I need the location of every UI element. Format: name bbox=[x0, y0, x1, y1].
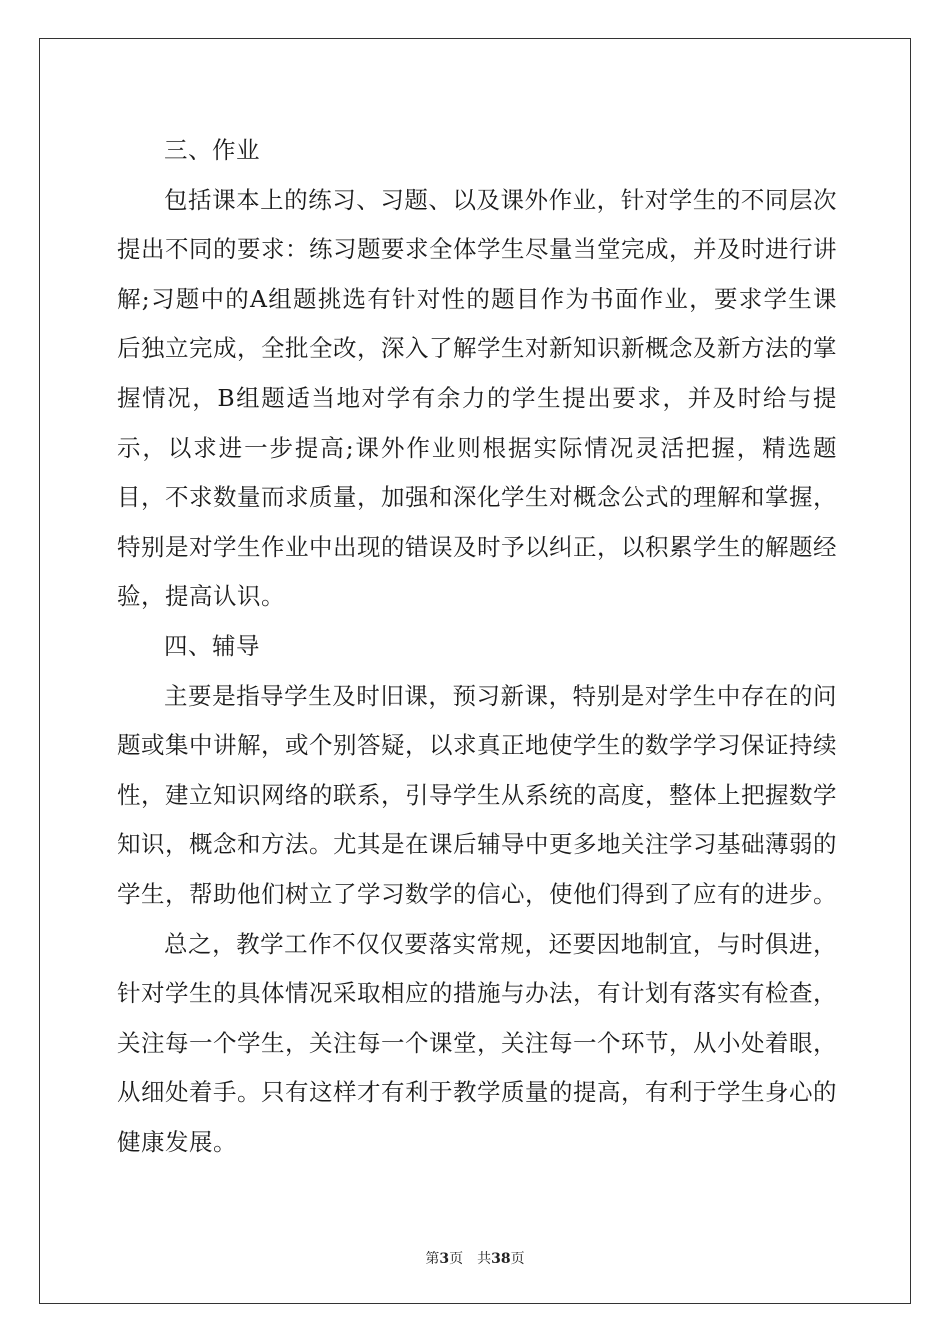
footer-page-number: 3 bbox=[439, 1251, 450, 1267]
footer-total-prefix: 共 bbox=[477, 1251, 492, 1267]
paragraph-homework: 包括课本上的练习、习题、以及课外作业，针对学生的不同层次提出不同的要求：练习题要求全体学生尽量当堂完成，并及时进行讲解;习题中的A组题挑选有针对性的题目作为书面作业，要求学生课后独立完成，全批全改，深入了解学生对新知识新概念及新方法的掌握情况，B组题适当地对学有余力的学生提出要求，并及时给与提示，以求进一步提高;课外作业则根据实际情况灵活把握，精选题目，不求数量而求质量，加强和深化学生对概念公式的理解和掌握，特别是对学生作业中出现的错误及时予以纠正，以积累学生的解题经验，提高认识。 bbox=[117, 185, 837, 611]
section-heading-tutoring: 四、辅导 bbox=[164, 631, 260, 660]
paragraph-summary: 总之，教学工作不仅仅要落实常规，还要因地制宜，与时俱进，针对学生的具体情况采取相应的措施与办法，有计划有落实有检查，关注每一个学生，关注每一个课堂，关注每一个环节，从小处着眼，从细处着手。只有这样才有利于教学质量的提高，有利于学生身心的健康发展。 bbox=[117, 929, 837, 1156]
paragraph-tutoring: 主要是指导学生及时旧课，预习新课，特别是对学生中存在的问题或集中讲解，或个别答疑，以求真正地使学生的数学学习保证持续性，建立知识网络的联系，引导学生从系统的高度，整体上把握数学知识，概念和方法。尤其是在课后辅导中更多地关注学习基础薄弱的学生，帮助他们树立了学习数学的信心，使他们得到了应有的进步。 bbox=[117, 681, 837, 908]
page-footer bbox=[0, 1248, 950, 1268]
document-body bbox=[117, 126, 837, 1167]
footer-page-prefix: 第 bbox=[425, 1251, 440, 1267]
footer-total-suffix: 页 bbox=[510, 1251, 525, 1267]
footer-page-suffix: 页 bbox=[449, 1251, 464, 1267]
section-heading-homework: 三、作业 bbox=[164, 136, 260, 164]
footer-total-pages: 38 bbox=[491, 1251, 511, 1267]
